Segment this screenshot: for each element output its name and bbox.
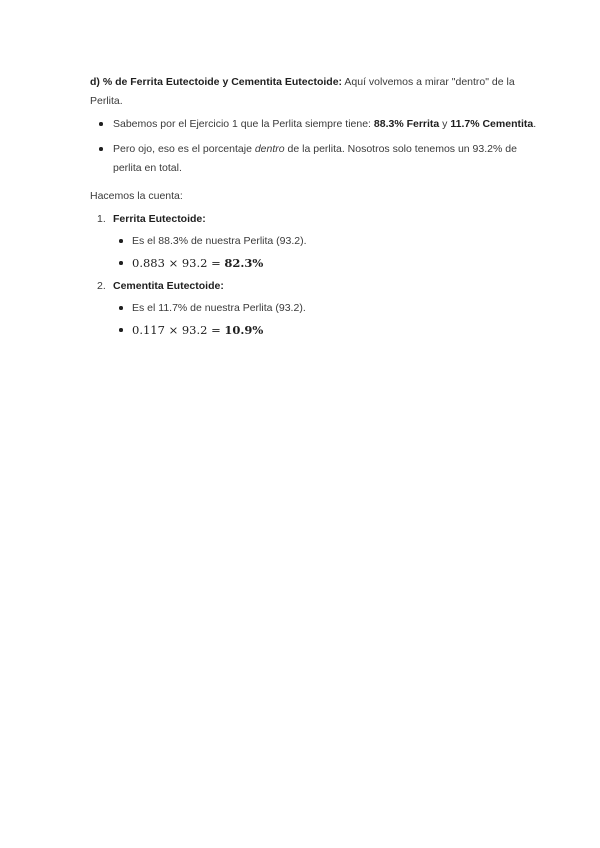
bullet-text: Pero ojo, eso es el porcentaje [113, 143, 255, 155]
list-item [90, 321, 540, 341]
step-number: 1. [97, 213, 106, 225]
formula-result: 10.9% [224, 323, 264, 337]
list-item [90, 254, 540, 274]
document-content [90, 73, 540, 344]
list-item [90, 115, 540, 134]
bullet-text: de la perlita. Nosotros solo tenemos un 93.2% de perlita en total. [113, 143, 517, 174]
step-number: 2. [97, 280, 106, 292]
calculation-step [90, 277, 540, 341]
section-d-title: d) % de Ferrita Eutectoide y Cementita Eutectoide: [90, 76, 343, 88]
step-description: Es el 88.3% de nuestra Perlita (93.2). [132, 235, 307, 247]
bullet-text: Sabemos por el Ejercicio 1 que la Perlita siempre tiene: [113, 118, 374, 130]
step-title: Ferrita Eutectoide: [113, 213, 206, 225]
step-heading [90, 277, 540, 296]
list-item [90, 232, 540, 251]
step-description: Es el 11.7% de nuestra Perlita (93.2). [132, 302, 306, 314]
calculation-step [90, 210, 540, 274]
emphasis-text: dentro [254, 143, 285, 155]
list-item [90, 140, 540, 178]
formula: 0.883 × 93.2 = 82.3% [132, 256, 264, 270]
ferrite-percentage: 88.3% Ferrita [373, 118, 440, 130]
bullet-text: y [439, 118, 451, 130]
pearlite-facts-list [90, 115, 540, 178]
step-details [90, 232, 540, 274]
section-d-lead: Aquí volvemos a mirar "dentro" de la Perlita. [90, 76, 515, 107]
list-item [90, 299, 540, 318]
section-d-heading [90, 73, 540, 111]
cementite-percentage: 11.7% Cementita [450, 118, 534, 130]
step-heading [90, 210, 540, 229]
bullet-text: . [533, 118, 537, 130]
calculation-intro: Hacemos la cuenta: [90, 190, 183, 202]
step-title: Cementita Eutectoide: [113, 280, 224, 292]
step-details [90, 299, 540, 341]
formula-result: 82.3% [224, 256, 264, 270]
formula: 0.117 × 93.2 = 10.9% [132, 323, 264, 337]
